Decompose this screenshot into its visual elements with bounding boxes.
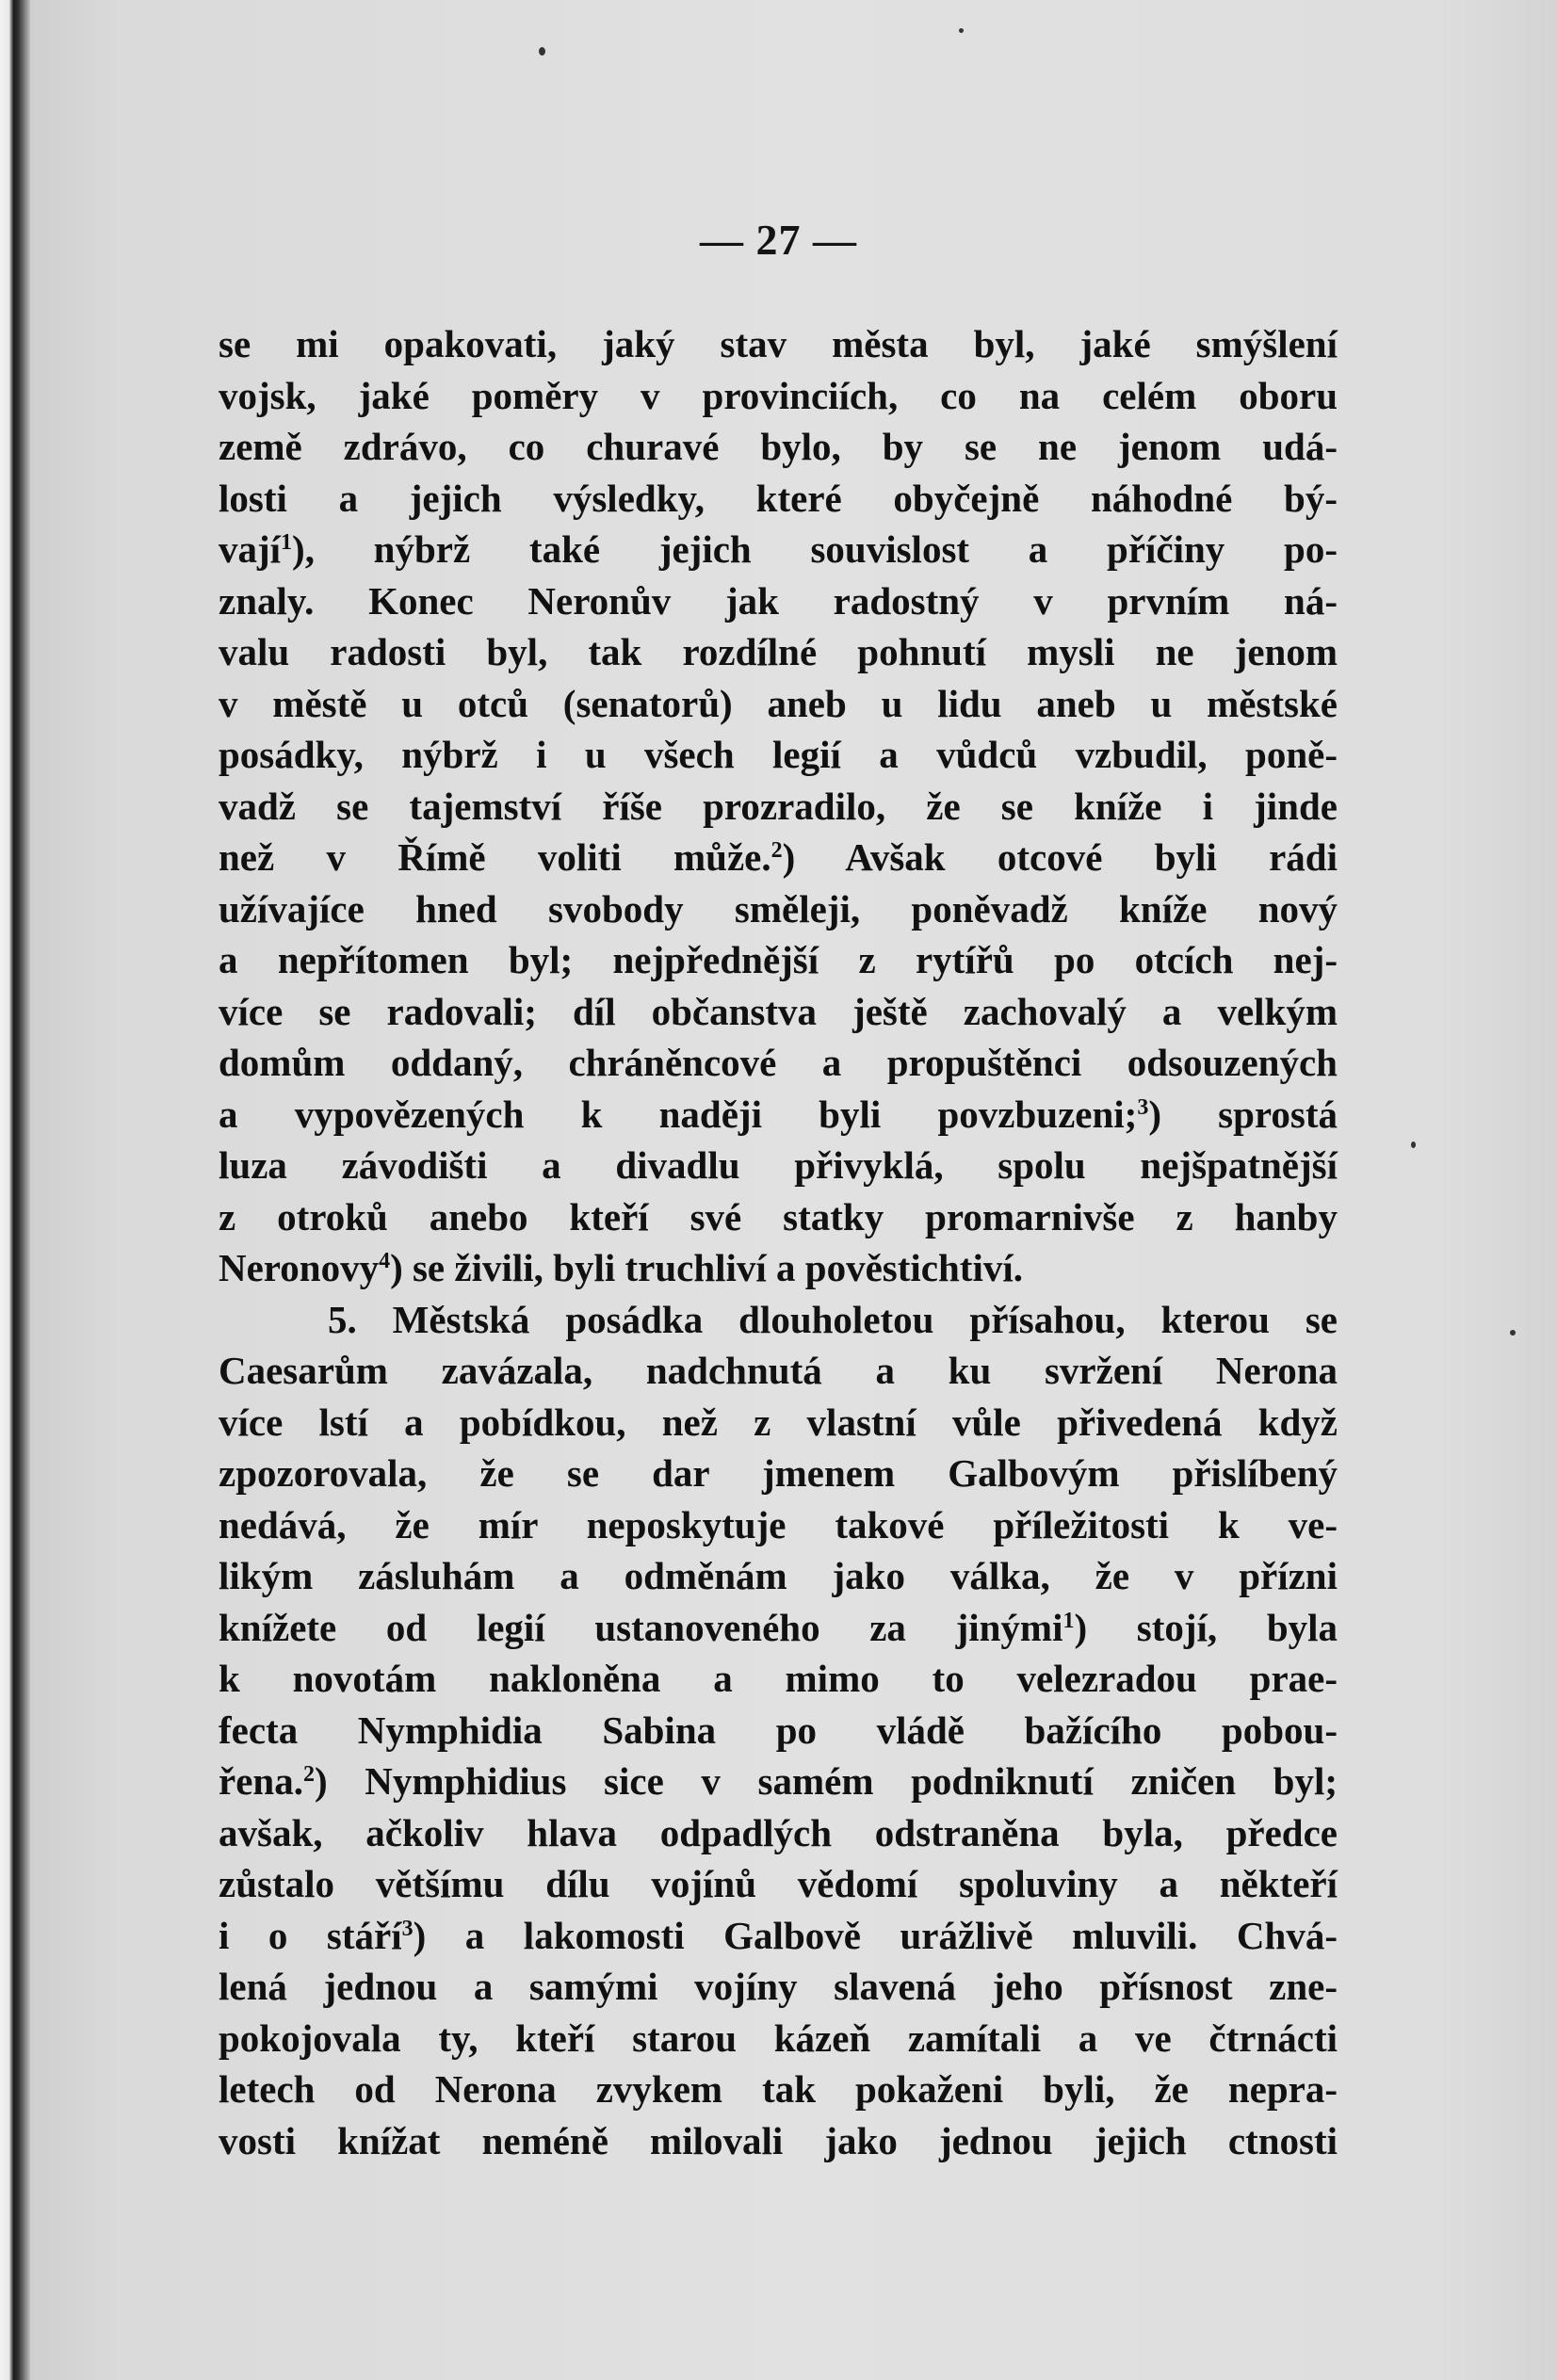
footnote-marker: 1 <box>1062 1608 1075 1633</box>
text-line <box>219 1807 1338 1859</box>
text-line-segment: ) se živili, byli truchliví a pověstichtiví. <box>390 1246 1023 1289</box>
text-line <box>219 626 1338 678</box>
text-line <box>219 1858 1338 1910</box>
text-line-segment: letech od Nerona zvykem tak pokaženi byli, že nepra- <box>219 2067 1338 2111</box>
text-line <box>219 1653 1338 1705</box>
text-line-segment: nedává, že mír neposkytuje takové příležitosti k ve- <box>219 1502 1338 1546</box>
text-line <box>219 1345 1338 1397</box>
text-line <box>219 678 1338 730</box>
text-line <box>219 1037 1338 1089</box>
text-line-segment: luza závodišti a divadlu přivyklá, spolu nejšpatnější <box>219 1143 1338 1187</box>
text-line-segment: valu radosti byl, tak rozdílné pohnutí mysli ne jenom <box>219 630 1338 673</box>
text-line <box>219 318 1338 370</box>
text-line <box>219 934 1338 986</box>
footnote-marker: 2 <box>302 1762 315 1787</box>
text-line <box>219 1705 1338 1757</box>
text-line <box>219 575 1338 627</box>
text-line-segment: pokojovala ty, kteří starou kázeň zamítali a ve čtrnácti <box>219 2016 1338 2060</box>
text-line <box>219 1961 1338 2013</box>
text-line <box>219 473 1338 525</box>
text-line-segment: ) a lakomosti Galbově urážlivě mluvili. Chvá- <box>413 1913 1338 1957</box>
text-line-segment: zpozorovala, že se dar jmenem Galbovým přislíbený <box>219 1451 1338 1495</box>
print-speck <box>1411 1141 1416 1148</box>
text-line-segment: zůstalo většímu dílu vojínů vědomí spoluviny a někteří <box>219 1862 1338 1905</box>
book-binding-edge <box>0 0 30 2380</box>
text-line <box>219 370 1338 422</box>
text-line-segment: 5. Městská posádka dlouholetou přísahou, kterou se <box>328 1297 1338 1341</box>
text-line <box>219 1089 1338 1141</box>
text-line <box>219 2115 1338 2167</box>
text-line <box>219 1294 1338 1346</box>
text-line-segment: vosti knížat neméně milovali jako jednou jejich ctnosti <box>219 2118 1338 2162</box>
text-line <box>219 2064 1338 2115</box>
text-line <box>219 421 1338 473</box>
text-line-segment: ) sprostá <box>1148 1092 1338 1136</box>
text-line-segment: více se radovali; díl občanstva ještě zachovalý a velkým <box>219 989 1338 1033</box>
text-line-segment: se mi opakovati, jaký stav města byl, jaké smýšlení <box>219 322 1338 365</box>
text-line-segment: knížete od legií ustanoveného za jinými <box>219 1605 1063 1649</box>
text-line-segment: likým zásluhám a odměnám jako válka, že v přízni <box>219 1554 1338 1597</box>
text-line-segment: řena. <box>219 1759 303 1803</box>
text-line <box>219 1550 1338 1602</box>
body-text <box>219 318 1338 2166</box>
text-line <box>219 1448 1338 1499</box>
text-line-segment: ) Nymphidius sice v samém podniknutí zničen byl; <box>314 1759 1338 1803</box>
text-line-segment: posádky, nýbrž i u všech legií a vůdců vzbudil, poně- <box>219 733 1338 776</box>
text-line-segment: v městě u otců (senatorů) aneb u lidu aneb u městské <box>219 681 1338 725</box>
text-line-segment: více lstí a pobídkou, než z vlastní vůle přivedená když <box>219 1400 1338 1444</box>
text-line-segment: vadž se tajemství říše prozradilo, že se kníže i jinde <box>219 784 1338 828</box>
text-line-segment: k novotám nakloněna a mimo to velezradou prae- <box>219 1657 1338 1700</box>
text-line-segment: domům oddaný, chráněncové a propuštěnci odsouzených <box>219 1041 1338 1084</box>
text-line <box>219 2013 1338 2064</box>
text-line <box>219 1756 1338 1807</box>
text-line-segment: avšak, ačkoliv hlava odpadlých odstraněna byla, předce <box>219 1810 1338 1854</box>
text-line <box>219 729 1338 781</box>
text-line-segment: Caesarům zavázala, nadchnutá a ku svržení Nerona <box>219 1349 1338 1392</box>
text-line-segment: znaly. Konec Neronův jak radostný v prvním ná- <box>219 578 1338 623</box>
text-line <box>219 1140 1338 1191</box>
page-number: — 27 — <box>700 216 857 264</box>
text-line-segment: než v Římě voliti může. <box>219 835 771 879</box>
print-speck <box>539 47 545 56</box>
text-line-segment: ) stojí, byla <box>1074 1605 1338 1649</box>
footnote-marker: 2 <box>770 838 783 863</box>
footnote-marker: 3 <box>1137 1094 1149 1120</box>
text-line-segment: lená jednou a samými vojíny slavená jeho přísnost zne- <box>219 1965 1338 2008</box>
text-line-segment: i o stáří <box>219 1913 402 1957</box>
text-line-segment: vají <box>219 527 282 571</box>
text-line-segment: a vypovězených k naději byli povzbuzeni; <box>219 1092 1138 1136</box>
text-line <box>219 524 1338 575</box>
text-line-segment: Neronovy <box>219 1246 380 1289</box>
print-speck <box>1510 1330 1516 1336</box>
text-line-segment: užívajíce hned svobody směleji, poněvadž kníže nový <box>219 886 1338 931</box>
text-line <box>219 1910 1338 1962</box>
text-line-segment: vojsk, jaké poměry v provinciích, co na celém oboru <box>219 373 1338 417</box>
text-line <box>219 1602 1338 1654</box>
text-line-segment: a nepřítomen byl; nejpřednější z rytířů po otcích nej- <box>219 938 1338 981</box>
text-line-segment: ), nýbrž také jejich souvislost a příčiny po- <box>292 527 1338 571</box>
footnote-marker: 3 <box>401 1916 414 1941</box>
text-line-segment: ) Avšak otcové byli rádi <box>782 835 1338 879</box>
text-line <box>219 1499 1338 1551</box>
text-line <box>219 883 1338 935</box>
text-line <box>219 832 1338 883</box>
footnote-marker: 1 <box>281 530 293 555</box>
text-line-segment: fecta Nymphidia Sabina po vládě bažícího pobou- <box>219 1708 1338 1752</box>
text-line <box>219 1191 1338 1243</box>
text-line-segment: z otroků anebo kteří své statky promarnivše z hanby <box>219 1194 1338 1239</box>
text-line-segment: země zdrávo, co churavé bylo, by se ne jenom udá- <box>219 425 1338 468</box>
print-speck <box>959 28 964 33</box>
text-line <box>219 1397 1338 1449</box>
text-line-segment: losti a jejich výsledky, které obyčejně náhodné bý- <box>219 476 1338 520</box>
text-line <box>219 1242 1338 1294</box>
footnote-marker: 4 <box>379 1249 391 1273</box>
text-line <box>219 986 1338 1038</box>
text-line <box>219 781 1338 833</box>
